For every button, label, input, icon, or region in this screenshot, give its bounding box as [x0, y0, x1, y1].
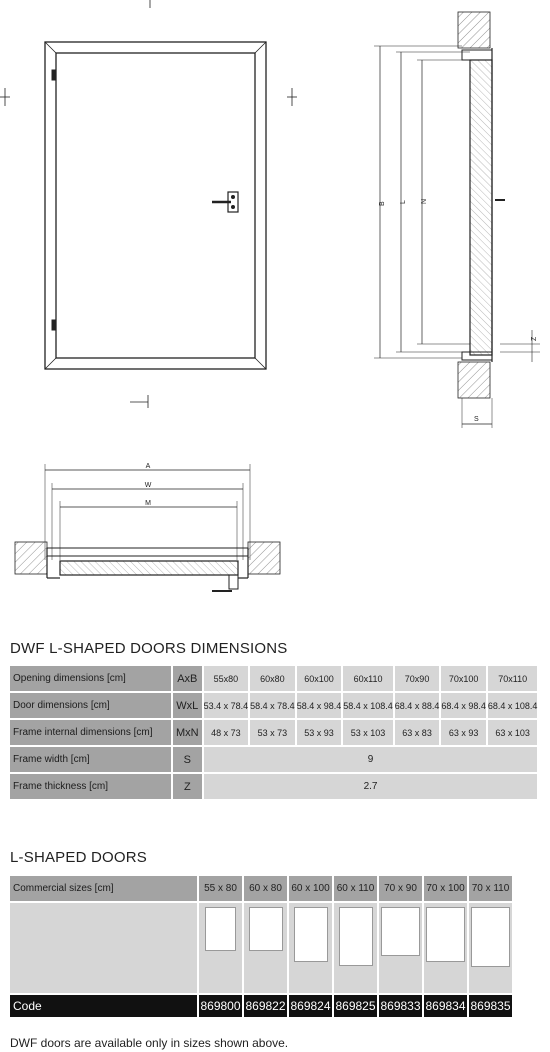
product-code: 869824	[289, 995, 332, 1017]
row-label: Opening dimensions [cm]	[10, 666, 171, 691]
door-thumbnail	[339, 907, 373, 966]
table-row	[10, 876, 512, 901]
row-label: Frame internal dimensions [cm]	[10, 720, 171, 745]
footnote: DWF doors are available only in sizes shown above.	[10, 1036, 289, 1050]
product-code: 869825	[334, 995, 377, 1017]
row-label: Frame thickness [cm]	[10, 774, 171, 799]
product-code: 869834	[424, 995, 467, 1017]
table-row	[10, 693, 537, 718]
table-cell: 60x100	[297, 666, 342, 691]
door-thumbnail	[381, 907, 420, 956]
table-cell: 60x110	[343, 666, 393, 691]
product-code: 869800	[199, 995, 242, 1017]
table-cell: 70x110	[488, 666, 538, 691]
products-table	[8, 874, 514, 1019]
door-thumbnail	[426, 907, 465, 962]
table-cell: 70x100	[441, 666, 486, 691]
size-header: 70 x 110	[469, 876, 512, 901]
dim-label-s: S	[474, 416, 479, 423]
row-symbol: WxL	[173, 693, 202, 718]
table-cell: 53 x 93	[297, 720, 342, 745]
table-cell: 68.4 x 88.4	[395, 693, 440, 718]
table-cell: 58.4 x 78.4	[250, 693, 295, 718]
merged-cell: 2.7	[204, 774, 538, 799]
table-cell: 53 x 103	[343, 720, 393, 745]
product-image-cell	[334, 903, 377, 993]
product-image-cell	[199, 903, 242, 993]
products-title: L-SHAPED DOORS	[10, 849, 147, 866]
table-cell: 55x80	[204, 666, 249, 691]
table-cell: 48 x 73	[204, 720, 249, 745]
dim-label-z: Z	[531, 336, 538, 341]
table-cell: 58.4 x 108.4	[343, 693, 393, 718]
table-row	[10, 720, 537, 745]
front-view	[0, 0, 297, 408]
product-image-cell	[424, 903, 467, 993]
table-cell: 63 x 93	[441, 720, 486, 745]
size-header: 70 x 100	[424, 876, 467, 901]
image-label-cell	[10, 903, 197, 993]
product-code: 869833	[379, 995, 422, 1017]
product-image-cell	[289, 903, 332, 993]
row-label: Commercial sizes [cm]	[10, 876, 197, 901]
product-code: 869835	[469, 995, 512, 1017]
product-image-cell	[469, 903, 512, 993]
size-header: 55 x 80	[199, 876, 242, 901]
product-image-cell	[379, 903, 422, 993]
door-thumbnail	[471, 907, 510, 967]
dimensions-title: DWF L-SHAPED DOORS DIMENSIONS	[10, 640, 288, 657]
row-symbol: Z	[173, 774, 202, 799]
row-label: Door dimensions [cm]	[10, 693, 171, 718]
product-code: 869822	[244, 995, 287, 1017]
side-section-view	[374, 12, 540, 428]
table-cell: 58.4 x 98.4	[297, 693, 342, 718]
size-header: 60 x 100	[289, 876, 332, 901]
table-row	[10, 903, 512, 993]
table-row	[10, 774, 537, 799]
dim-label-n: N	[421, 198, 428, 204]
row-symbol: S	[173, 747, 202, 772]
door-thumbnail	[249, 907, 283, 951]
dim-label-w: W	[144, 482, 152, 489]
merged-cell: 9	[204, 747, 538, 772]
row-label: Frame width [cm]	[10, 747, 171, 772]
table-cell: 70x90	[395, 666, 440, 691]
table-cell: 60x80	[250, 666, 295, 691]
size-header: 60 x 80	[244, 876, 287, 901]
table-cell: 68.4 x 108.4	[488, 693, 538, 718]
table-cell: 53 x 73	[250, 720, 295, 745]
row-symbol: AxB	[173, 666, 202, 691]
door-thumbnail	[205, 907, 236, 951]
table-cell: 53.4 x 78.4	[204, 693, 249, 718]
table-row	[10, 666, 537, 691]
table-row	[10, 995, 512, 1017]
table-row	[10, 747, 537, 772]
code-label: Code	[10, 995, 197, 1017]
size-header: 70 x 90	[379, 876, 422, 901]
product-image-cell	[244, 903, 287, 993]
dim-label-b: B	[379, 201, 386, 206]
door-thumbnail	[294, 907, 328, 962]
size-header: 60 x 110	[334, 876, 377, 901]
table-cell: 63 x 103	[488, 720, 538, 745]
row-symbol: MxN	[173, 720, 202, 745]
table-cell: 63 x 83	[395, 720, 440, 745]
table-cell: 68.4 x 98.4	[441, 693, 486, 718]
dimensions-table	[8, 664, 539, 801]
dim-label-m: M	[145, 500, 151, 507]
dim-label-a: A	[145, 463, 151, 470]
dim-label-l: L	[400, 200, 407, 204]
